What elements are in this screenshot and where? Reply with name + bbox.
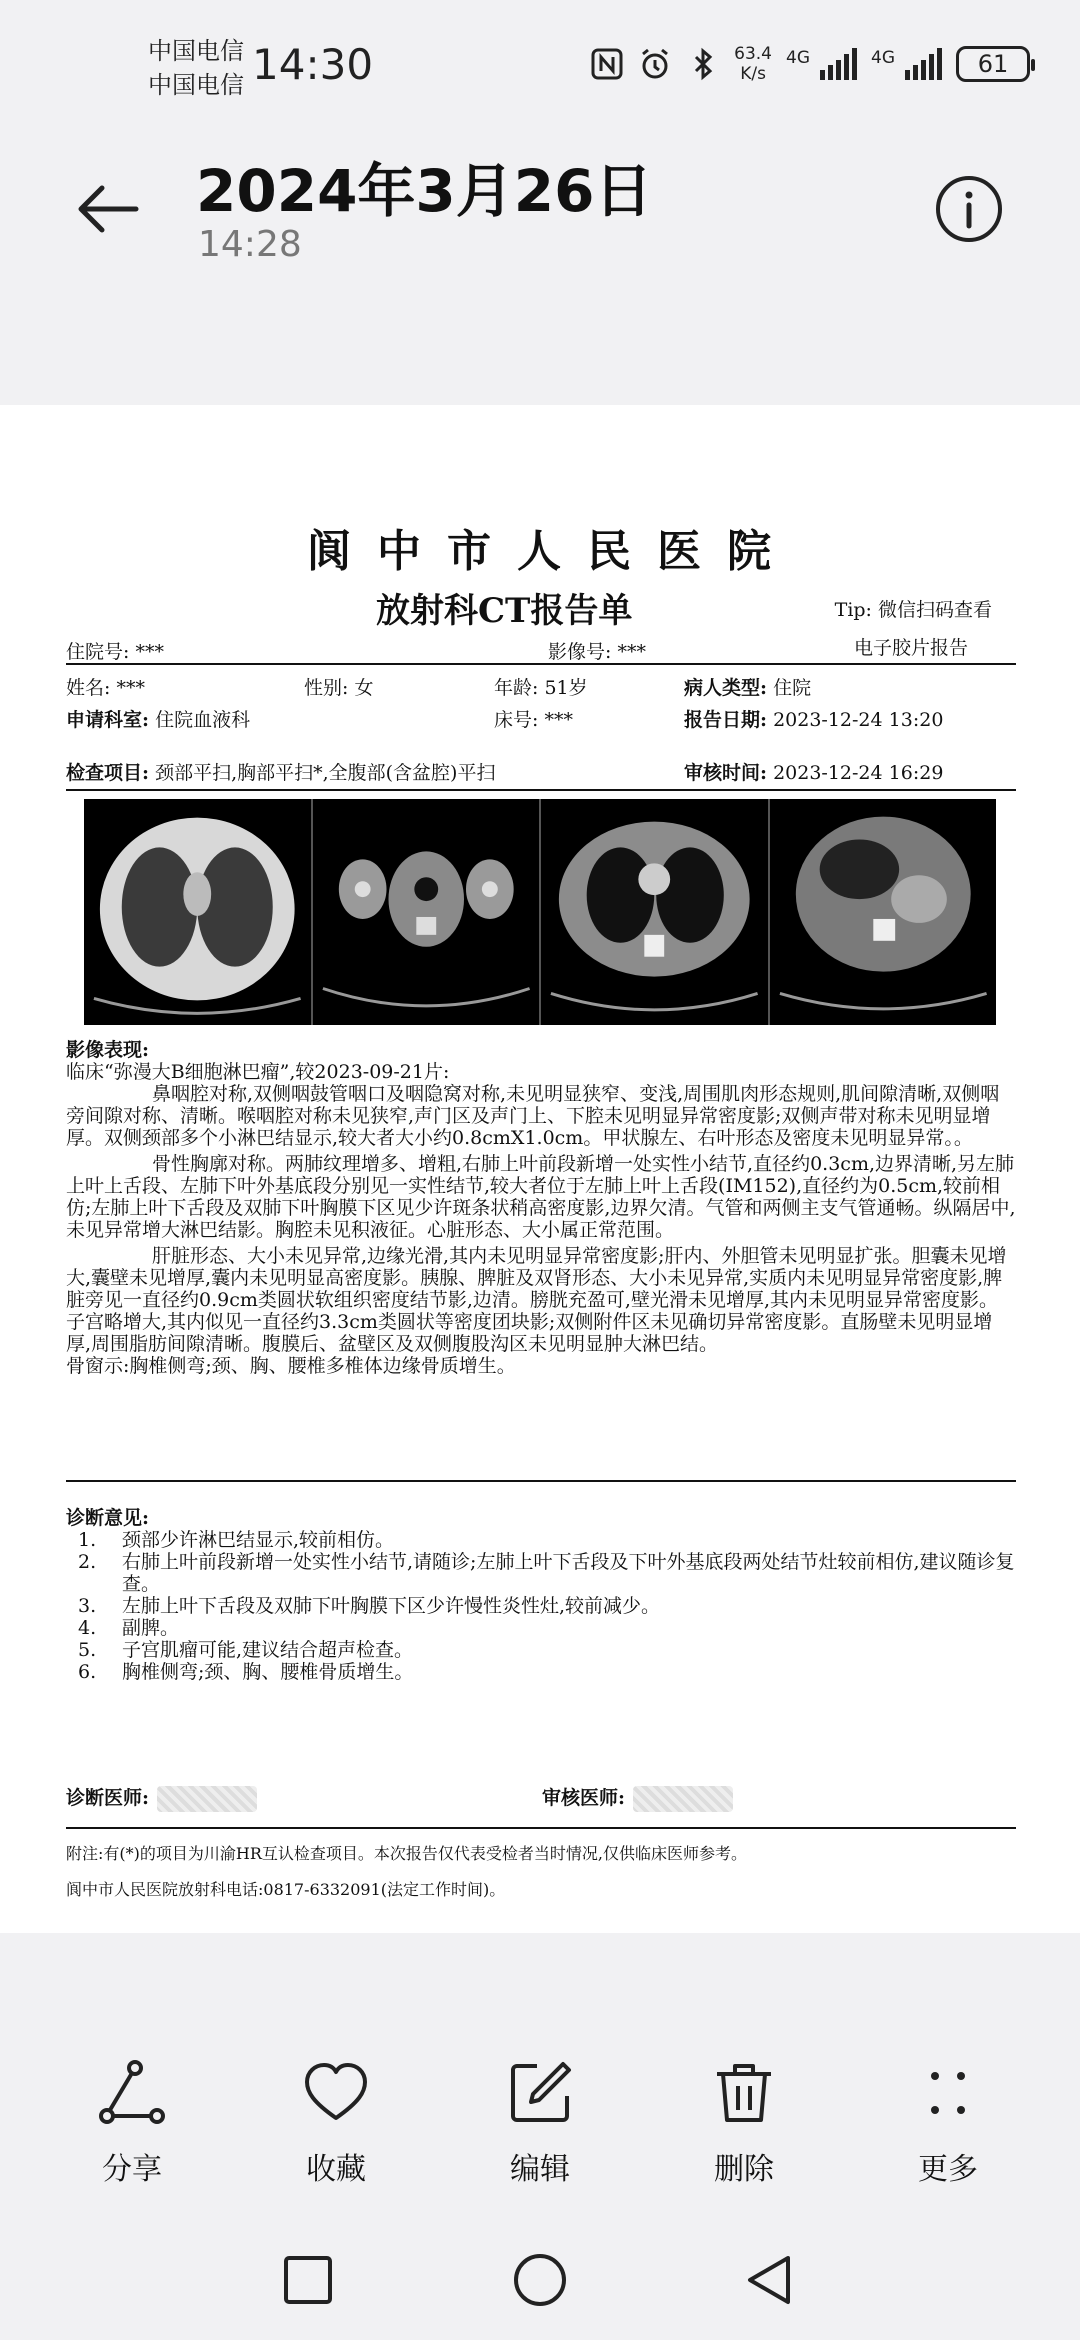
divider xyxy=(66,1827,1016,1829)
share-button[interactable]: 分享 xyxy=(52,2060,212,2200)
doctor-signature: 诊断医师: xyxy=(66,1783,257,1812)
signal-2-icon: 4G xyxy=(871,48,942,80)
alarm-icon xyxy=(638,47,672,81)
divider xyxy=(66,789,1016,791)
tip-line-1: Tip: 微信扫码查看 xyxy=(834,599,992,621)
battery-icon: 61 xyxy=(956,46,1030,82)
report-date: 报告日期: 2023-12-24 13:20 xyxy=(684,709,944,731)
divider xyxy=(66,663,1016,665)
findings-paragraph-neck: 鼻咽腔对称,双侧咽鼓管咽口及咽隐窝对称,未见明显狭窄、变浅,周围肌肉形态规则,肌间隙清晰,双侧咽旁间隙对称、清晰。喉咽腔对称未见狭窄,声门区及声门上、下腔未见明显异常密度影;双侧声带对称未见明显增厚。双侧颈部多个小淋巴结显示,较大者大小约0.8cmX1.0cm。甲状腺左、右叶形态及密度未见明显异常。。 xyxy=(66,1083,1000,1149)
patient-sex: 性别: 女 xyxy=(304,677,374,699)
ct-report-document xyxy=(66,515,1016,1899)
share-icon xyxy=(99,2060,165,2126)
contact-phone: 阆中市人民医院放射科电话:0817-6332091(法定工作时间)。 xyxy=(66,1880,506,1899)
network-speed: 63.4 K/s xyxy=(734,44,772,84)
status-bar xyxy=(0,0,1080,140)
more-dots-icon xyxy=(915,2060,981,2126)
photo-time: 14:28 xyxy=(198,224,302,265)
system-nav-bar xyxy=(0,2230,1080,2340)
more-button[interactable]: 更多 xyxy=(868,2060,1028,2200)
signal-1-icon: 4G xyxy=(786,48,857,80)
diagnosis-title: 诊断意见: xyxy=(66,1507,150,1529)
patient-name: 姓名: *** xyxy=(66,677,145,699)
diagnosis-item: 3. 左肺上叶下舌段及双肺下叶胸膜下区少许慢性炎性灶,较前减少。 xyxy=(78,1595,661,1617)
photo-viewer[interactable] xyxy=(0,405,1080,1933)
image-no: 影像号: *** xyxy=(548,641,646,663)
photo-date: 2024年3月26日 xyxy=(196,157,653,225)
favorite-button[interactable]: 收藏 xyxy=(256,2060,416,2200)
status-time: 14:30 xyxy=(252,40,374,89)
diagnosis-section xyxy=(66,1507,1016,1683)
patient-age: 年龄: 51岁 xyxy=(494,677,588,699)
delete-button[interactable]: 删除 xyxy=(664,2060,824,2200)
report-title: 放射科CT报告单 xyxy=(376,591,633,631)
reviewer-signature: 审核医师: xyxy=(542,1783,733,1812)
ct-scan-abdomen xyxy=(770,799,997,1025)
tip-line-2: 电子胶片报告 xyxy=(853,637,968,659)
action-bar xyxy=(0,2060,1080,2200)
back-arrow-icon[interactable] xyxy=(72,174,142,244)
diagnosis-item: 6. 胸椎侧弯;颈、胸、腰椎骨质增生。 xyxy=(78,1661,414,1683)
trash-icon xyxy=(711,2060,777,2126)
back-button[interactable] xyxy=(740,2250,800,2310)
nfc-icon xyxy=(590,47,624,81)
home-button[interactable] xyxy=(510,2250,570,2310)
diagnosis-item: 5. 子宫肌瘤可能,建议结合超声检查。 xyxy=(78,1639,414,1661)
findings-paragraph-chest: 骨性胸廓对称。两肺纹理增多、增粗,右肺上叶前段新增一处实性小结节,直径约0.3cm,边界清晰,另左肺上叶上舌段、左肺下叶外基底段分别见一实性结节,较大者位于左肺上叶上舌段(IM152),直径约为0.5cm,较前相仿;左肺上叶下舌段及双肺下叶胸膜下区见少许斑条状稍高密度影,边界欠清。气管和两侧主支气管通畅。纵隔居中,未见异常增大淋巴结影。胸腔未见积液征。心脏形态、大小属正常范围。 xyxy=(66,1153,1016,1241)
inpatient-no: 住院号: *** xyxy=(66,641,164,663)
blurred-name xyxy=(157,1786,257,1812)
carrier-info xyxy=(148,34,244,102)
ct-scan-lung xyxy=(84,799,313,1025)
diagnosis-item: 2. 右肺上叶前段新增一处实性小结节,请随诊;左肺上叶下舌段及下叶外基底段两处结节灶较前相仿,建议随诊复查。 xyxy=(78,1551,1015,1595)
findings-clinical: 临床“弥漫大B细胞淋巴瘤”,较2023-09-21片: xyxy=(66,1061,450,1083)
footnote: 附注:有(*)的项目为川渝HR互认检查项目。本次报告仅代表受检者当时情况,仅供临床医师参考。 xyxy=(66,1844,747,1863)
blurred-name xyxy=(633,1786,733,1812)
edit-button[interactable]: 编辑 xyxy=(460,2060,620,2200)
carrier-2: 中国电信 xyxy=(148,71,244,99)
bluetooth-icon xyxy=(686,47,720,81)
findings-title: 影像表现: xyxy=(66,1039,150,1061)
heart-icon xyxy=(303,2060,369,2126)
findings-bone: 骨窗示:胸椎侧弯;颈、胸、腰椎多椎体边缘骨质增生。 xyxy=(66,1355,516,1377)
findings-section xyxy=(66,1039,1016,1377)
patient-type: 病人类型: 住院 xyxy=(684,677,812,699)
ct-scan-images xyxy=(84,799,996,1025)
ct-scan-chest xyxy=(541,799,770,1025)
status-icons xyxy=(590,44,1030,84)
ct-scan-neck xyxy=(313,799,542,1025)
diagnosis-item: 1. 颈部少许淋巴结显示,较前相仿。 xyxy=(78,1529,395,1551)
findings-paragraph-abdomen: 肝脏形态、大小未见异常,边缘光滑,其内未见明显异常密度影;肝内、外胆管未见明显扩张。胆囊未见增大,囊壁未见增厚,囊内未见明显高密度影。胰腺、脾脏及双肾形态、大小未见异常,实质内未见明显异常密度影,脾脏旁见一直径约0.9cm类圆状软组织密度结节影,边清。膀胱充盈可,壁光滑未见增厚,其内未见明显异常密度影。子宫略增大,其内似见一直径约3.3cm类圆状等密度团块影;双侧附件区未见确切异常密度影。直肠壁未见明显增厚,周围脂肪间隙清晰。腹膜后、盆壁区及双侧腹股沟区未见明显肿大淋巴结。 xyxy=(66,1245,1007,1355)
divider xyxy=(66,1480,1016,1482)
recent-apps-button[interactable] xyxy=(278,2250,338,2310)
carrier-1: 中国电信 xyxy=(148,37,244,65)
hospital-name: 阆中市人民医院 xyxy=(307,526,797,577)
viewer-header xyxy=(0,140,1080,405)
request-dept: 申请科室: 住院血液科 xyxy=(66,709,251,731)
bed-no: 床号: *** xyxy=(494,709,573,731)
exam-items: 检查项目: 颈部平扫,胸部平扫*,全腹部(含盆腔)平扫 xyxy=(66,762,496,784)
review-time: 审核时间: 2023-12-24 16:29 xyxy=(684,762,944,784)
edit-icon xyxy=(507,2060,573,2126)
diagnosis-item: 4. 副脾。 xyxy=(78,1617,180,1639)
info-icon[interactable] xyxy=(934,174,1004,244)
